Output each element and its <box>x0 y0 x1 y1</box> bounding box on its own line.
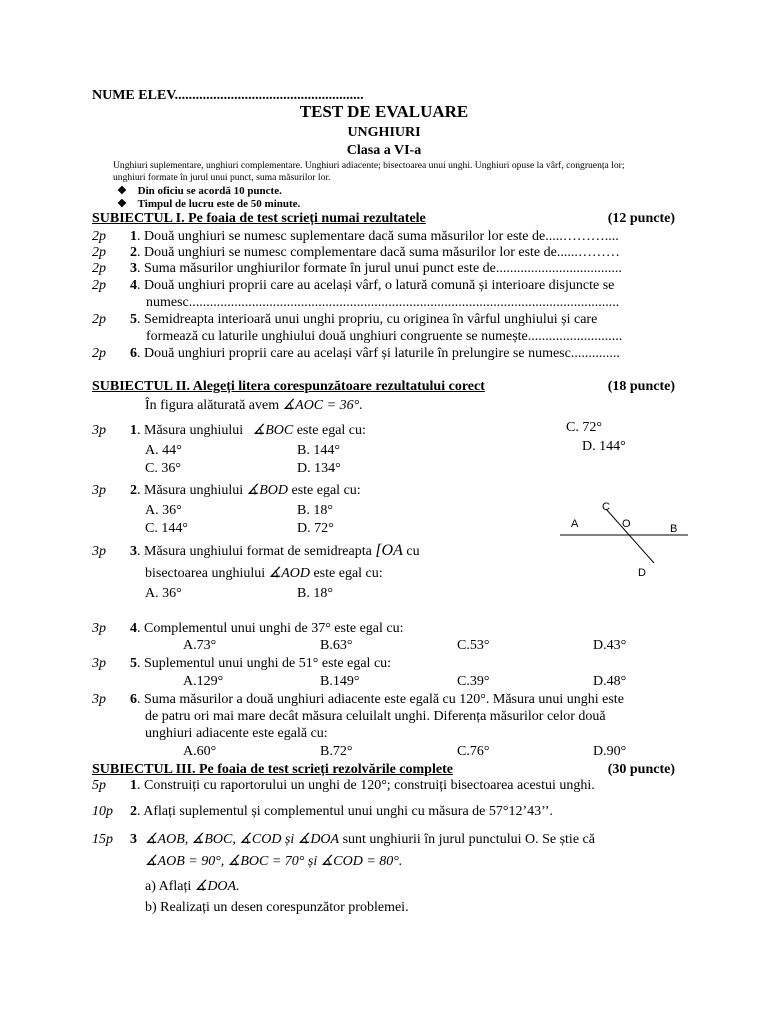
item-text: . Două unghiuri se numesc complementare dacă suma măsurilor lor este de......……… <box>137 245 620 260</box>
s3-problem-1 <box>92 778 595 794</box>
item-points: 2p <box>92 346 106 361</box>
question-number: 3 <box>130 544 137 559</box>
question-number: 4 <box>130 621 137 636</box>
option-c[interactable]: C.53° <box>457 638 490 653</box>
problem-text: . Construiți cu raportorului un unghi de 120°; construiți bisectoarea acestui unghi. <box>137 778 595 793</box>
question-math: ∡BOC <box>252 423 294 438</box>
section1-header <box>92 211 675 227</box>
question-number: 5 <box>130 656 137 671</box>
label-c: C <box>602 501 610 513</box>
item-points: 2p <box>92 312 106 327</box>
topics-line-1: Unghiuri suplementare, unghiuri complementare. Unghiuri adiacente; bisectoarea unui unghi. Unghiuri opuse la vârf, congruența lor; <box>113 160 625 171</box>
option-d[interactable]: D. 72° <box>297 521 334 536</box>
s2-q6-line-2: de patru ori mai mare decât măsura celuilalt unghi. Diferența măsurilor celor două <box>145 709 606 724</box>
item-text: . Două unghiuri proprii care au același vârf și laturile în prelungire se numesc.............. <box>137 346 620 361</box>
option-b[interactable]: B. 144° <box>297 443 340 458</box>
test-title: TEST DE EVALUARE <box>299 102 469 121</box>
problem-number: 2 <box>130 804 137 819</box>
s1-item-5 <box>92 312 597 328</box>
s1-item-2 <box>92 245 620 261</box>
question-text: bisectoarea unghiului <box>145 566 266 581</box>
bullet-text: Din oficiu se acordă 10 puncte. <box>137 185 282 197</box>
question-points: 3p <box>92 544 106 559</box>
s2-q1 <box>92 422 366 439</box>
s2-q4 <box>92 621 404 637</box>
item-text: . Suma măsurilor unghiurilor formate în jurul unui punct este de.................................... <box>137 261 622 276</box>
option-c[interactable]: C. 36° <box>145 461 181 476</box>
problem-number: 1 <box>130 778 137 793</box>
option-b[interactable]: B.149° <box>320 674 360 689</box>
bullet-1 <box>117 184 282 197</box>
item-number: 5 <box>130 312 137 327</box>
question-points: 3p <box>92 656 106 671</box>
option-d[interactable]: D.90° <box>593 744 627 759</box>
question-points: 3p <box>92 423 106 438</box>
option-d[interactable]: D. 134° <box>297 461 341 476</box>
label-d: D <box>638 567 646 579</box>
question-number: 6 <box>130 692 137 707</box>
section3-header <box>92 762 675 778</box>
question-number: 1 <box>130 423 137 438</box>
item-text: . Două unghiuri se numesc suplementare dacă suma măsurilor lor este de.....……….... <box>137 229 619 244</box>
question-text: . Măsura unghiului <box>137 423 244 438</box>
option-a[interactable]: A. 36° <box>145 586 182 601</box>
bullet-icon: ❖ <box>117 185 127 197</box>
item-text: . Două unghiuri proprii care au același vârf, o latură comună și interioare disjuncte se <box>137 278 615 293</box>
intro-math: ∡AOC = 36°. <box>282 398 363 413</box>
option-d[interactable]: D. 144° <box>582 439 626 454</box>
option-b[interactable]: B. 18° <box>297 586 333 601</box>
test-subtitle: UNGHIURI <box>347 125 421 140</box>
question-text: . Complementul unui unghi de 37° este egal cu: <box>137 621 404 636</box>
s3-problem-3-b: b) Realizați un desen corespunzător problemei. <box>145 900 409 915</box>
section2-title: SUBIECTUL II. Alegeți litera corespunzătoare rezultatului corect <box>92 379 485 394</box>
item-points: 2p <box>92 278 106 293</box>
question-text-end: este egal cu: <box>291 483 361 498</box>
question-number: 2 <box>130 483 137 498</box>
s1-item-1 <box>92 229 619 245</box>
question-text: . Măsura unghiului <box>137 483 244 498</box>
item-number: 2 <box>130 245 137 260</box>
option-c[interactable]: C.76° <box>457 744 490 759</box>
option-b[interactable]: B.72° <box>320 744 353 759</box>
s3-problem-3 <box>92 831 595 848</box>
option-b[interactable]: B.63° <box>320 638 353 653</box>
question-text-end: este egal cu: <box>296 423 366 438</box>
question-points: 3p <box>92 483 106 498</box>
problem-number: 3 <box>130 832 137 847</box>
s1-item-3 <box>92 261 622 277</box>
problem-text: . Aflați suplementul și complementul unui unghi cu măsura de 57°12’43’’. <box>137 804 553 819</box>
s1-item-4-line-2: numesc........................................................................................................................... <box>146 295 620 310</box>
option-a[interactable]: A.73° <box>183 638 217 653</box>
item-number: 3 <box>130 261 137 276</box>
section2-points: (18 puncte) <box>607 379 675 394</box>
class-label: Clasa a VI-a <box>346 143 422 158</box>
option-a[interactable]: A.129° <box>183 674 224 689</box>
section1-title: SUBIECTUL I. Pe foaia de test scrieți numai rezultatele <box>92 211 426 226</box>
section1-points: (12 puncte) <box>607 211 675 226</box>
question-math: ∡BOD <box>246 483 288 498</box>
option-c[interactable]: C. 144° <box>145 521 188 536</box>
bullet-text: Timpul de lucru este de 50 minute. <box>137 198 301 210</box>
question-math: ∡AOD <box>268 566 310 581</box>
item-points: 2p <box>92 229 106 244</box>
question-points: 3p <box>92 692 106 707</box>
s2-intro <box>145 397 363 414</box>
question-text: . Suplementul unui unghi de 51° este egal cu: <box>137 656 392 671</box>
s2-q6 <box>92 692 624 708</box>
question-text: . Măsura unghiului format de semidreapta <box>137 544 372 559</box>
s1-item-6 <box>92 346 620 362</box>
question-text-mid: cu <box>406 544 420 559</box>
question-text-end: este egal cu: <box>313 566 383 581</box>
question-math: [OA <box>375 542 403 559</box>
option-a[interactable]: A. 44° <box>145 443 182 458</box>
problem-math: ∡AOB, ∡BOC, ∡COD și ∡DOA <box>145 832 340 847</box>
s1-item-5-line-2: formează cu laturile unghiului două unghiuri congruente se numește........................... <box>146 329 623 344</box>
item-number: 4 <box>130 278 137 293</box>
problem-points: 5p <box>92 778 106 793</box>
topics-line-2: unghiuri formate în jurul unui punct, suma măsurilor lor. <box>113 172 331 183</box>
part-a-math: ∡DOA. <box>194 879 240 894</box>
option-a[interactable]: A. 36° <box>145 503 182 518</box>
section3-points: (30 puncte) <box>607 762 675 777</box>
label-b: B <box>670 523 678 535</box>
s3-problem-2 <box>92 804 553 820</box>
s2-q3 <box>92 542 420 560</box>
label-a: A <box>571 518 579 530</box>
s2-q5 <box>92 656 391 672</box>
bullet-2 <box>117 197 300 210</box>
item-points: 2p <box>92 261 106 276</box>
s1-item-4 <box>92 278 614 294</box>
item-points: 2p <box>92 245 106 260</box>
intro-text: În figura alăturată avem <box>145 398 280 413</box>
s2-q6-line-3: unghiuri adiacente este egală cu: <box>145 726 328 741</box>
problem-points: 10p <box>92 804 113 819</box>
s2-q3-line-2 <box>145 565 383 582</box>
option-b[interactable]: B. 18° <box>297 503 333 518</box>
bullet-icon: ❖ <box>117 198 127 210</box>
problem-text: sunt unghiurii în jurul punctului O. Se știe că <box>342 832 595 847</box>
item-number: 1 <box>130 229 137 244</box>
problem-points: 15p <box>92 832 113 847</box>
option-a[interactable]: A.60° <box>183 744 217 759</box>
s2-q2 <box>92 482 361 499</box>
section3-title: SUBIECTUL III. Pe foaia de test scrieți rezolvările complete <box>92 762 453 777</box>
label-o: O <box>622 518 631 530</box>
option-c[interactable]: C. 72° <box>566 420 602 435</box>
option-c[interactable]: C.39° <box>457 674 490 689</box>
part-a-label: a) Aflați <box>145 879 192 894</box>
option-d[interactable]: D.48° <box>593 674 627 689</box>
question-points: 3p <box>92 621 106 636</box>
s3-problem-3-a <box>145 878 240 895</box>
item-number: 6 <box>130 346 137 361</box>
option-d[interactable]: D.43° <box>593 638 627 653</box>
section2-header <box>92 379 675 395</box>
angle-figure <box>548 495 693 585</box>
s3-problem-3-line-2: ∡AOB = 90°, ∡BOC = 70° și ∡COD = 80°. <box>145 854 403 869</box>
question-text: . Suma măsurilor a două unghiuri adiacente este egală cu 120°. Măsura unui unghi este <box>137 692 624 707</box>
item-text: . Semidreapta interioară unui unghi propriu, cu originea în vârful unghiului și care <box>137 312 598 327</box>
student-name-line: NUME ELEV...................................................... <box>92 88 364 103</box>
